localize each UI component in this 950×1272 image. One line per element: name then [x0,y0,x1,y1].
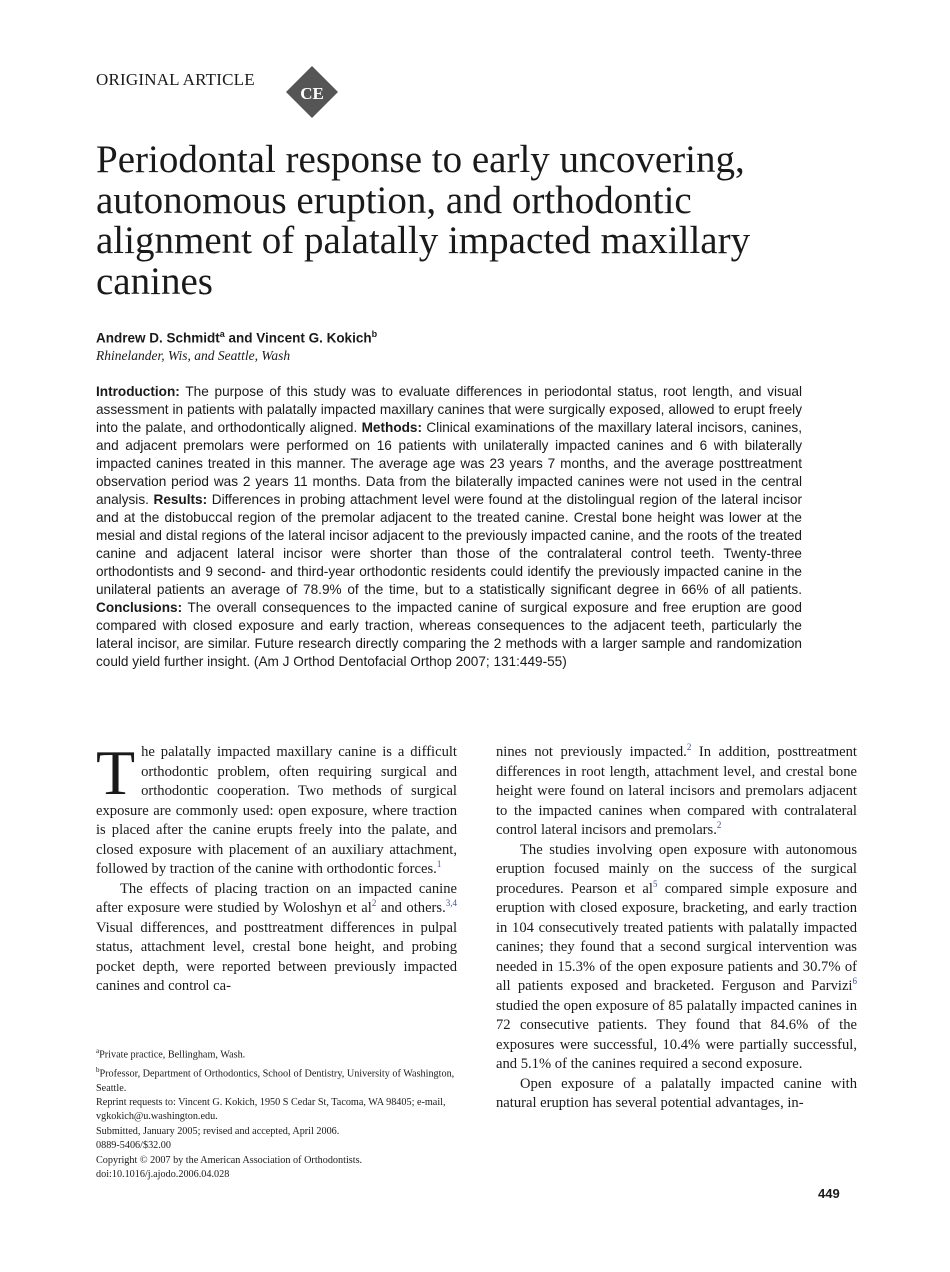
author-affiliation-mark: a [219,329,225,339]
author-affiliation-mark: b [371,329,378,339]
author-connector: and [224,330,257,346]
footnote [96,1044,457,1063]
footnote-doi[interactable]: doi:10.1016/j.ajodo.2006.04.028 [96,1169,230,1181]
reference-link[interactable]: 2 [371,898,377,909]
abstract-intro-label: Introduction: [96,384,180,399]
abstract-methods-text: Clinical examinations of the maxillary lateral incisors, canines, and adjacent premolars were performed on 16 patients with unilaterally impacted canines and 6 with bilaterally impacted canines treated in this manner. The average age was 23 years 7 months, and the average posttreatment observation period was 2 years 11 months. Data from the bilaterally impacted canines were not used in the central analysis. [96,420,802,507]
reference-link[interactable]: 5 [652,878,658,889]
footnote [96,1063,457,1096]
abstract-conclusions-label: Conclusions: [96,600,183,615]
page-number: 449 [818,1186,840,1201]
footnote-dates: Submitted, January 2005; revised and accepted, April 2006. [96,1125,340,1137]
body-paragraph [96,737,457,880]
reference-link[interactable]: 2 [686,742,692,753]
affiliation: Rhinelander, Wis, and Seattle, Wash [96,348,291,363]
footnote-mark: b [96,1065,100,1074]
paragraph-text: The studies involving open exposure with autonomous eruption focused mainly on the success of the surgical procedures. Pearson et al [496,841,857,897]
paragraph-text: compared simple exposure and eruption with closed exposure, bracketing, and early traction in 104 consecutively treated patients with palatally impacted canines; they found that a second surgical intervention was needed in 15.3% of the open exposure patients and 30.7% of all patients exposed and bracketed. Ferguson and Parvizi [496,880,857,994]
paragraph-text: In addition, posttreatment differences in root length, attachment level, and crestal bone height were found on lateral incisors and premolars adjacent to the impacted canines when compared with contralateral control lateral incisors and premolars. [496,744,857,838]
reference-link[interactable]: 3,4 [445,898,457,909]
body-column-left [96,737,457,997]
body-paragraph [496,743,857,841]
paragraph-text: and others. [376,900,446,916]
footnotes [96,1044,457,1182]
footnote-reprint: Reprint requests to: Vincent G. Kokich, 1950 S Cedar St, Tacoma, WA 98405; e-mail, vgkokich@u.washington.edu. [96,1097,446,1123]
section-label: ORIGINAL ARTICLE [96,70,255,89]
footnote-issn: 0889-5406/$32.00 [96,1140,171,1152]
drop-cap: T [96,737,136,808]
footnote-mark: a [96,1047,100,1055]
body-paragraph [496,1075,857,1114]
paragraph-text: Open exposure of a palatally impacted canine with natural eruption has several potential advantages, in- [496,1075,857,1111]
body-paragraph [496,841,857,1075]
paragraph-text: The effects of placing traction on an impacted canine after exposure were studied by Woloshyn et al [96,880,457,916]
abstract-conclusions-text: The overall consequences to the impacted canine of surgical exposure and free eruption are good compared with closed exposure and early traction, whereas consequences to the adjacent teeth, particularly the lateral incisor, are similar. Future research directly comparing the 2 methods with a larger sample and randomization could yield further insight. (Am J Orthod Dentofacial Orthop 2007; 131:449-55) [96,600,802,669]
reference-link[interactable]: 2 [716,820,722,831]
ce-badge-icon [284,64,340,120]
abstract-methods-label: Methods: [361,420,423,435]
article-title: Periodontal response to early uncovering, autonomous eruption, and orthodontic alignment of palatally impacted maxillary canines [96,138,751,303]
footnote-copyright: Copyright © 2007 by the American Association of Orthodontists. [96,1154,363,1166]
author-name: Andrew D. Schmidt [96,330,220,346]
abstract-results-label: Results: [153,492,208,507]
abstract-intro-text: The purpose of this study was to evaluate differences in periodontal status, root length, and visual assessment in patients with palatally impacted maxillary canines that were surgically exposed, allowed to erupt freely into the palate, and orthodontically aligned. [96,384,802,435]
author-line [96,329,377,346]
footnote-text: Private practice, Bellingham, Wash. [99,1049,246,1061]
abstract-results-text: Differences in probing attachment level were found at the distolingual region of the lateral incisor and at the distobuccal region of the premolar adjacent to the treated canine. Crestal bone height was lower at the mesial and distal regions of the lateral incisor adjacent to the previously impacted canine, and the roots of the treated canine and adjacent lateral incisor were shorter than those of the contralateral control teeth. Twenty-three orthodontists and 9 second- and third-year orthodontic residents could identify the previously impacted canine in the unilateral patients an average of 78.9% of the time, but to a statistically significant degree in 66% of all patients. [96,492,802,597]
abstract [96,383,802,671]
ce-badge-text: CE [300,84,324,103]
paragraph-text: studied the open exposure of 85 palatally impacted canines in 72 consecutive patients. They found that 84.6% of the exposures were successful, 10.4% were partially successful, and 5.1% of the canines required a second exposure. [496,997,857,1072]
body-column-right [496,743,857,1114]
paragraph-text: nines not previously impacted. [496,744,687,760]
body-paragraph [96,880,457,997]
paragraph-text: he palatally impacted maxillary canine is a difficult orthodontic problem, often requiring surgical and orthodontic cooperation. Two methods of surgical exposure are commonly used: open exposure, where traction is placed after the canine erupts freely into the palate, and closed exposure with placement of an auxiliary attachment, followed by traction of the canine with orthodontic forces. [96,744,457,877]
reference-link[interactable]: 6 [852,976,857,987]
footnote-text: Professor, Department of Orthodontics, School of Dentistry, University of Washington, Seattle. [96,1068,455,1094]
reference-link[interactable]: 1 [436,859,442,870]
author-name: Vincent G. Kokich [256,330,372,346]
paragraph-text: Visual differences, and posttreatment differences in pulpal status, attachment level, crestal bone height, and probing pocket depth, were reported between previously impacted canines and control ca- [96,919,457,994]
